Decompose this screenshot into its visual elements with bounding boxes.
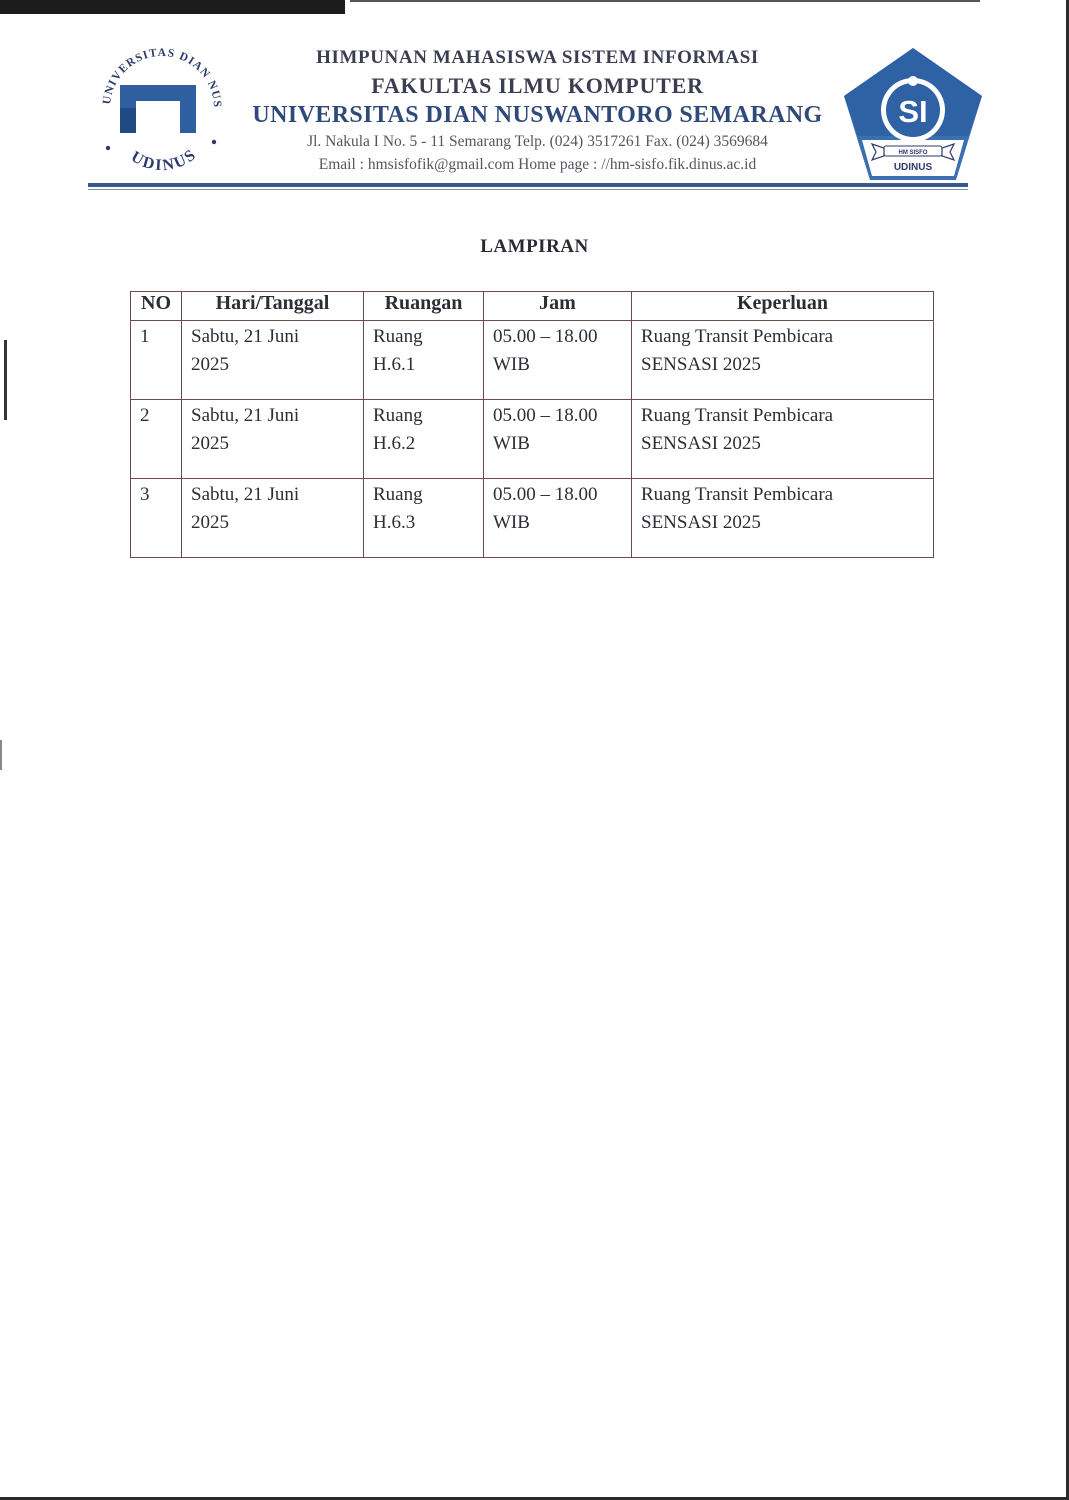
scan-edge-shadow bbox=[0, 0, 345, 14]
cell-no bbox=[131, 479, 182, 558]
time-zone: WIB bbox=[493, 433, 530, 454]
logo-ring-text: UNIVERSITAS DIAN NUS bbox=[100, 46, 224, 109]
cell-time bbox=[484, 321, 632, 400]
table-row bbox=[131, 400, 934, 479]
cell-room bbox=[364, 400, 484, 479]
cell-no bbox=[131, 321, 182, 400]
contact-line: Email : hmsisfofik@gmail.com Home page : //hm-sisfo.fik.dinus.ac.id bbox=[318, 156, 757, 173]
row-number: 2 bbox=[140, 405, 150, 426]
scan-edge-tick bbox=[0, 740, 2, 770]
row-number: 1 bbox=[140, 326, 150, 347]
date-line: Sabtu, 21 Juni bbox=[191, 326, 300, 347]
header-purpose: Keperluan bbox=[632, 292, 934, 321]
time-zone: WIB bbox=[493, 512, 530, 533]
purpose-event: SENSASI 2025 bbox=[641, 433, 761, 454]
udinus-logo-icon bbox=[92, 30, 232, 175]
cell-room bbox=[364, 479, 484, 558]
cell-time bbox=[484, 479, 632, 558]
purpose-line: Ruang Transit Pembicara bbox=[641, 405, 834, 426]
time-range: 05.00 – 18.00 bbox=[493, 484, 598, 505]
room-code: H.6.3 bbox=[373, 512, 416, 533]
letterhead bbox=[240, 44, 835, 176]
document-title: LAMPIRAN bbox=[480, 236, 589, 257]
time-zone: WIB bbox=[493, 354, 530, 375]
scan-edge-line bbox=[350, 0, 980, 2]
row-number: 3 bbox=[140, 484, 150, 505]
organization-name: HIMPUNAN MAHASISWA SISTEM INFORMASI bbox=[316, 47, 759, 68]
room-code: H.6.1 bbox=[373, 354, 416, 375]
logo-ribbon-text: HM SISFO bbox=[898, 150, 928, 156]
date-year: 2025 bbox=[191, 354, 229, 375]
svg-text:UDINUS bbox=[128, 146, 200, 175]
cell-purpose bbox=[632, 400, 934, 479]
header-room: Ruangan bbox=[364, 292, 484, 321]
cell-purpose bbox=[632, 479, 934, 558]
room-line: Ruang bbox=[373, 405, 423, 426]
cell-date bbox=[182, 400, 364, 479]
logo-right-bottom-text: UDINUS bbox=[893, 162, 933, 173]
table-row bbox=[131, 479, 934, 558]
date-year: 2025 bbox=[191, 512, 229, 533]
cell-date bbox=[182, 479, 364, 558]
purpose-event: SENSASI 2025 bbox=[641, 512, 761, 533]
room-line: Ruang bbox=[373, 326, 423, 347]
time-range: 05.00 – 18.00 bbox=[493, 405, 598, 426]
header-no: NO bbox=[131, 292, 182, 321]
cell-time bbox=[484, 400, 632, 479]
time-range: 05.00 – 18.00 bbox=[493, 326, 598, 347]
purpose-line: Ruang Transit Pembicara bbox=[641, 484, 834, 505]
room-code: H.6.2 bbox=[373, 433, 416, 454]
logo-badge-text: SI bbox=[898, 94, 928, 129]
table-row bbox=[131, 321, 934, 400]
cell-purpose bbox=[632, 321, 934, 400]
faculty-name: FAKULTAS ILMU KOMPUTER bbox=[371, 73, 704, 98]
address-line: Jl. Nakula I No. 5 - 11 Semarang Telp. (024) 3517261 Fax. (024) 3569684 bbox=[307, 133, 768, 150]
hm-sisfo-logo-icon bbox=[840, 44, 986, 184]
cell-date bbox=[182, 321, 364, 400]
date-line: Sabtu, 21 Juni bbox=[191, 405, 300, 426]
cell-no bbox=[131, 400, 182, 479]
room-line: Ruang bbox=[373, 484, 423, 505]
schedule-table bbox=[130, 291, 934, 558]
header-time: Jam bbox=[484, 292, 632, 321]
purpose-line: Ruang Transit Pembicara bbox=[641, 326, 834, 347]
letterhead-rule-thin bbox=[88, 189, 968, 190]
scan-edge-mark bbox=[4, 340, 7, 420]
date-line: Sabtu, 21 Juni bbox=[191, 484, 300, 505]
letterhead-rule bbox=[88, 183, 968, 187]
logo-bottom-text: UDINUS bbox=[127, 145, 201, 175]
table-header-row bbox=[131, 292, 934, 321]
university-name: UNIVERSITAS DIAN NUSWANTORO SEMARANG bbox=[252, 102, 823, 128]
purpose-event: SENSASI 2025 bbox=[641, 354, 761, 375]
cell-room bbox=[364, 321, 484, 400]
header-date: Hari/Tanggal bbox=[182, 292, 364, 321]
date-year: 2025 bbox=[191, 433, 229, 454]
